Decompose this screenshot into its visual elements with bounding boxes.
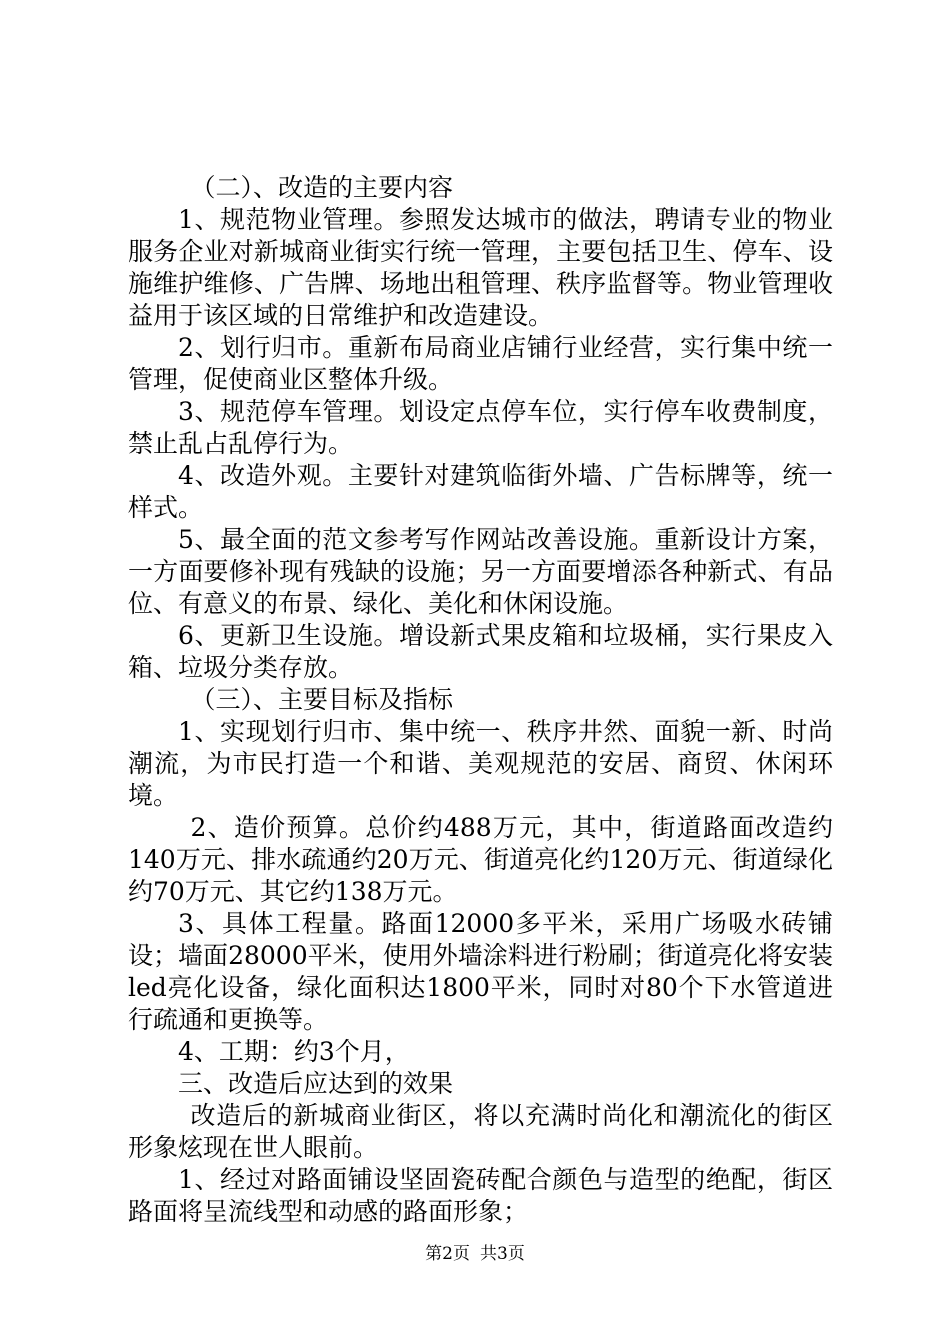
document-body xyxy=(128,172,833,1228)
paragraph: 改造后的新城商业街区，将以充满时尚化和潮流化的街区形象炫现在世人眼前。 xyxy=(128,1101,833,1162)
section-heading-three: 三、改造后应达到的效果 xyxy=(178,1069,454,1098)
page-number-total: 共3页 xyxy=(480,1244,525,1264)
paragraph: 6、更新卫生设施。增设新式果皮箱和垃圾桶，实行果皮入箱、垃圾分类存放。 xyxy=(128,621,833,682)
paragraph: 3、具体工程量。路面12000多平米，采用广场吸水砖铺设；墙面28000平米，使用外墙涂料进行粉刷；街道亮化将安装led亮化设备，绿化面积达1800平米，同时对80个下水管道进行疏通和更换等。 xyxy=(128,909,833,1034)
page-footer xyxy=(0,1243,950,1265)
paragraph: 1、实现划行归市、集中统一、秩序井然、面貌一新、时尚潮流，为市民打造一个和谐、美观规范的安居、商贸、休闲环境。 xyxy=(128,717,833,810)
paragraph: 2、划行归市。重新布局商业店铺行业经营，实行集中统一管理，促使商业区整体升级。 xyxy=(128,333,833,394)
paragraph: 3、规范停车管理。划设定点停车位，实行停车收费制度，禁止乱占乱停行为。 xyxy=(128,397,833,458)
paragraph: 1、经过对路面铺设坚固瓷砖配合颜色与造型的绝配，街区路面将呈流线型和动感的路面形象； xyxy=(128,1165,833,1226)
paragraph: 2、造价预算。总价约488万元，其中，街道路面改造约140万元、排水疏通约20万元、街道亮化约120万元、街道绿化约70万元、其它约138万元。 xyxy=(128,813,833,906)
page-number-current: 第2页 xyxy=(425,1244,470,1264)
paragraph: 4、工期：约3个月， xyxy=(178,1037,410,1066)
paragraph: 1、规范物业管理。参照发达城市的做法，聘请专业的物业服务企业对新城商业街实行统一管理，主要包括卫生、停车、设施维护维修、广告牌、场地出租管理、秩序监督等。物业管理收益用于该区域的日常维护和改造建设。 xyxy=(128,205,833,330)
paragraph: 5、最全面的范文参考写作网站改善设施。重新设计方案，一方面要修补现有残缺的设施；另一方面要增添各种新式、有品位、有意义的布景、绿化、美化和休闲设施。 xyxy=(128,525,833,618)
paragraph: 4、改造外观。主要针对建筑临街外墙、广告标牌等，统一样式。 xyxy=(128,461,833,522)
section-heading-3: （三）、主要目标及指标 xyxy=(190,685,454,714)
section-heading-2: （二）、改造的主要内容 xyxy=(190,173,454,202)
